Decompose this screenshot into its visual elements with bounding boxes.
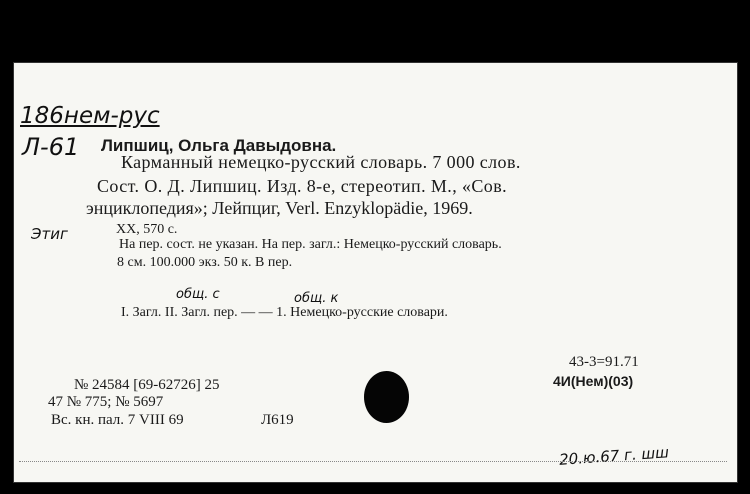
bottom-dotted-line	[19, 461, 727, 462]
registry-line-1: № 24584 [69-62726] 25	[74, 377, 220, 393]
title-line-1: Карманный немецко-русский словарь. 7 000 слов.	[121, 152, 521, 172]
classification-code: 43-3=91.71	[569, 354, 639, 370]
title-line-3: энциклопедия»; Лейпциг, Verl. Enzyklopädie, 1969.	[86, 198, 473, 218]
note-line-1: На пер. сост. не указан. На пер. загл.: Немецко-русский словарь.	[119, 237, 502, 252]
note-line-2: 8 см. 100.000 экз. 50 к. В пер.	[117, 255, 293, 270]
registry-line-2: 47 № 775; № 5697	[48, 394, 164, 410]
tracings: I. Загл. II. Загл. пер. — — 1. Немецко-русские словари.	[121, 305, 448, 320]
handwritten-margin-note: Этиг	[31, 225, 68, 243]
punch-hole	[364, 371, 409, 423]
handwritten-note-above-1: общ. с	[176, 287, 220, 302]
catalog-card	[13, 62, 738, 483]
title-line-2: Сост. О. Д. Липшиц. Изд. 8-е, стереотип. М., «Сов.	[97, 176, 507, 196]
handwritten-call-number: Л-61	[22, 133, 80, 161]
registry-code: Л619	[261, 412, 294, 428]
handwritten-classification: 186нем-рус	[20, 103, 160, 129]
pages: XX, 570 с.	[116, 222, 178, 237]
handwritten-note-above-2: общ. к	[294, 291, 339, 306]
subject-code: 4И(Нем)(03)	[553, 373, 634, 389]
registry-line-3: Вс. кн. пал. 7 VIII 69	[51, 412, 184, 428]
handwritten-bottom-note: 20.ю.67 г. шш	[558, 443, 670, 469]
author-heading: Липшиц, Ольга Давыдовна.	[101, 136, 337, 155]
